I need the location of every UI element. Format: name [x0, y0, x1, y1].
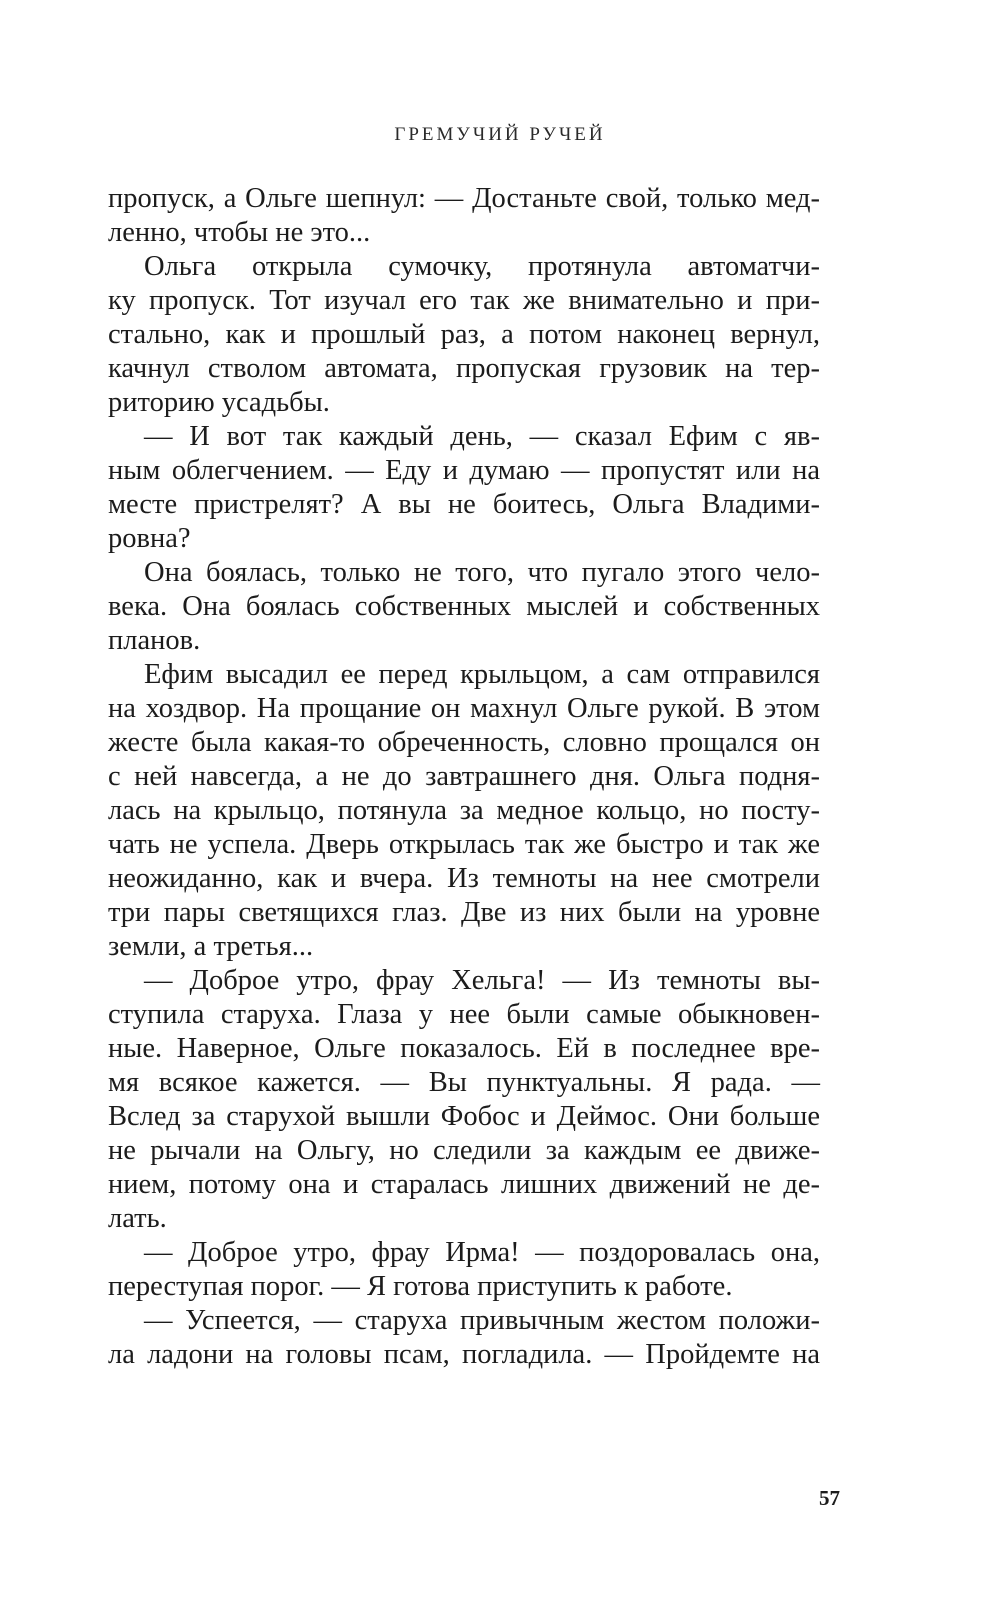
text-line: Она боялась, только не того, что пугало этого чело- — [144, 557, 820, 588]
text-line: риторию усадьбы. — [108, 387, 330, 418]
text-line: не рычали на Ольгу, но следили за каждым ее движе- — [108, 1135, 820, 1166]
text-line: ступила старуха. Глаза у нее были самые обыкновен- — [108, 999, 820, 1030]
text-line: Вслед за старухой вышли Фобос и Деймос. Они больше — [108, 1101, 820, 1132]
text-line: чать не успела. Дверь открылась так же быстро и так же — [108, 829, 820, 860]
text-line: — Доброе утро, фрау Хельга! — Из темноты вы- — [144, 965, 820, 996]
text-line: — Доброе утро, фрау Ирма! — поздоровалась она, — [144, 1237, 820, 1268]
text-line: — Успеется, — старуха привычным жестом положи- — [144, 1305, 820, 1336]
text-line: пропуск, а Ольге шепнул: — Достаньте свой, только мед- — [108, 183, 820, 214]
text-line: Ефим высадил ее перед крыльцом, а сам отправился — [144, 659, 820, 690]
text-line: стально, как и прошлый раз, а потом наконец вернул, — [108, 319, 820, 350]
text-line: на хоздвор. На прощание он махнул Ольге рукой. В этом — [108, 693, 820, 724]
text-line: лать. — [108, 1203, 167, 1234]
text-line: месте пристрелят? А вы не боитесь, Ольга Владими- — [108, 489, 820, 520]
text-line: нием, потому она и старалась лишних движений не де- — [108, 1169, 820, 1200]
text-line: лась на крыльцо, потянула за медное кольцо, но посту- — [108, 795, 820, 826]
text-line: ным облегчением. — Еду и думаю — пропустят или на — [108, 455, 820, 486]
text-line: земли, а третья... — [108, 931, 314, 962]
page-number: 57 — [819, 1486, 840, 1510]
text-line: планов. — [108, 625, 201, 656]
text-line: ла ладони на головы псам, погладила. — Пройдемте на — [108, 1339, 820, 1370]
text-line: с ней навсегда, а не до завтрашнего дня. Ольга подня- — [108, 761, 820, 792]
text-line: неожиданно, как и вчера. Из темноты на нее смотрели — [108, 863, 820, 894]
text-line: качнул стволом автомата, пропуская грузовик на тер- — [108, 353, 820, 384]
text-line: три пары светящихся глаз. Две из них были на уровне — [108, 897, 820, 928]
text-line: переступая порог. — Я готова приступить к работе. — [108, 1271, 733, 1302]
text-line: — И вот так каждый день, — сказал Ефим с яв- — [144, 421, 820, 452]
text-line: жесте была какая-то обреченность, словно прощался он — [108, 727, 820, 758]
running-head: ГРЕМУЧИЙ РУЧЕЙ — [394, 124, 606, 145]
text-line: мя всякое кажется. — Вы пунктуальны. Я рада. — — [108, 1067, 820, 1098]
text-line: Ольга открыла сумочку, протянула автоматчи- — [144, 251, 820, 282]
body-text — [108, 182, 820, 1372]
text-line: века. Она боялась собственных мыслей и собственных — [108, 591, 820, 622]
text-line: ные. Наверное, Ольге показалось. Ей в последнее вре- — [108, 1033, 820, 1064]
text-line: ленно, чтобы не это... — [108, 217, 371, 248]
text-line: ровна? — [108, 523, 191, 554]
text-line: ку пропуск. Тот изучал его так же внимательно и при- — [108, 285, 820, 316]
